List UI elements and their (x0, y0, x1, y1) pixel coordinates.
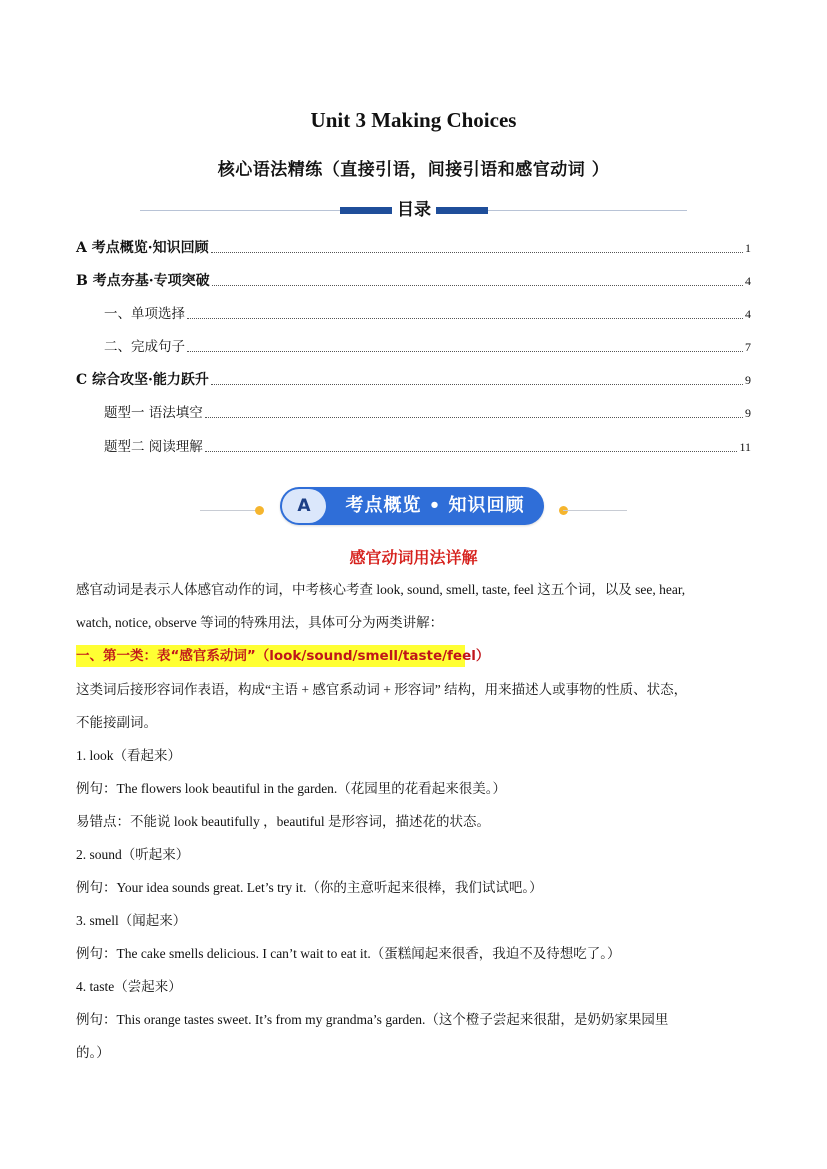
toc-leader (187, 318, 743, 319)
toc-leader (211, 252, 743, 253)
toc-leader (211, 384, 743, 385)
toc-entry-page: 4 (745, 307, 751, 321)
toc-entry-b[interactable] (76, 271, 751, 291)
toc-entry-b1[interactable] (104, 304, 751, 324)
toc-leader (205, 417, 743, 418)
toc-leader (212, 285, 743, 286)
toc-bar-left (340, 207, 392, 214)
toc-entry-c[interactable] (76, 370, 751, 390)
toc-entry-label: 题型一 语法填空 (104, 405, 203, 421)
toc-heading-text: 目录 (397, 200, 431, 220)
item-example-sound: 例句：Your idea sounds great. Let’s try it.（你的主意听起来很棒，我们试试吧。） (76, 880, 543, 895)
intro-paragraph-line: watch, notice, observe 等词的特殊用法，具体可分为两类讲解： (76, 615, 444, 630)
item-heading-taste: 4. taste（尝起来） (76, 979, 182, 994)
category-highlight-heading: 一、第一类：表“感官系动词”（look/sound/smell/taste/feel） (76, 645, 465, 667)
banner-rule-right (563, 510, 627, 511)
item-heading-sound: 2. sound（听起来） (76, 847, 190, 862)
item-example-look: 例句：The flowers look beautiful in the garden.（花园里的花看起来很美。） (76, 781, 507, 796)
banner-dot-left (255, 506, 264, 515)
toc-entry-b2[interactable] (104, 337, 751, 357)
toc-leader (187, 351, 743, 352)
toc-entry-label: 一、单项选择 (104, 306, 185, 322)
toc-entry-a[interactable] (76, 238, 751, 258)
toc-entry-page: 9 (745, 373, 751, 387)
toc-entry-label: C 综合攻坚·能力跃升 (76, 372, 209, 388)
banner-text: 考点概览 • 知识回顾 (345, 495, 525, 516)
toc-entry-c1[interactable] (104, 403, 751, 423)
section-banner (200, 486, 627, 526)
toc-rule-left (140, 210, 340, 211)
toc-entry-label: 题型二 阅读理解 (104, 439, 203, 455)
toc-entry-page: 9 (745, 406, 751, 420)
description-line: 不能接副词。 (76, 715, 157, 730)
toc-leader (205, 451, 738, 452)
toc-entry-label: A 考点概览·知识回顾 (76, 240, 209, 256)
toc-heading (140, 198, 687, 222)
toc-entry-page: 1 (745, 241, 751, 255)
banner-rule-left (200, 510, 260, 511)
toc-entry-page: 7 (745, 340, 751, 354)
item-heading-look: 1. look（看起来） (76, 748, 182, 763)
banner-letter-badge: A (282, 489, 326, 523)
toc-rule-right (488, 210, 687, 211)
toc-entry-page: 4 (745, 274, 751, 288)
item-heading-smell: 3. smell（闻起来） (76, 913, 187, 928)
toc-entry-c2[interactable] (104, 437, 751, 457)
toc-entry-page: 11 (739, 440, 751, 454)
document-subtitle: 核心语法精练（直接引语，间接引语和感官动词 ） (217, 160, 610, 180)
item-example-smell: 例句：The cake smells delicious. I can’t wait to eat it.（蛋糕闻起来很香，我迫不及待想吃了。） (76, 946, 621, 961)
intro-paragraph-line: 感官动词是表示人体感官动作的词，中考核心考查 look, sound, smell, taste, feel 这五个词，以及 see, hear, (76, 582, 686, 597)
item-example-taste-cont: 的。） (76, 1045, 110, 1060)
toc-bar-right (436, 207, 488, 214)
item-note-look: 易错点：不能说 look beautifully ，beautiful 是形容词，描述花的状态。 (76, 814, 490, 829)
description-line: 这类词后接形容词作表语，构成“主语 + 感官系动词 + 形容词” 结构，用来描述人或事物的性质、状态， (76, 682, 688, 697)
item-example-taste: 例句：This orange tastes sweet. It’s from my grandma’s garden.（这个橙子尝起来很甜，是奶奶家果园里 (76, 1012, 669, 1027)
toc-entry-label: 二、完成句子 (104, 339, 185, 355)
section-title: 感官动词用法详解 (349, 548, 478, 567)
document-title: Unit 3 Making Choices (310, 108, 517, 132)
toc-entry-label: B 考点夯基·专项突破 (76, 273, 210, 289)
